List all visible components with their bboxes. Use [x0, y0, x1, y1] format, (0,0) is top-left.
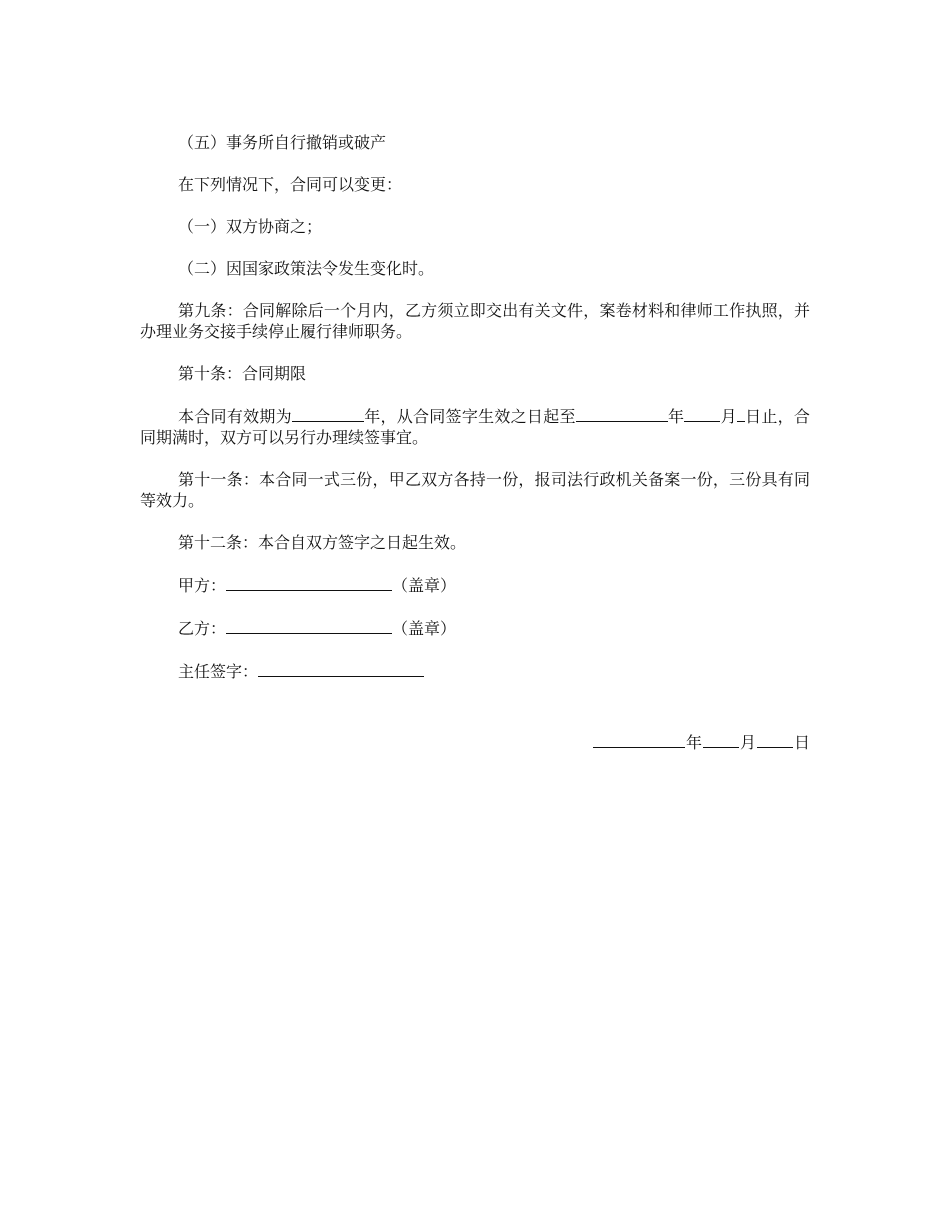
- article-11: 第十一条：本合同一式三份，甲乙双方各持一份，报司法行政机关备案一份，三份具有同等效力。: [140, 470, 810, 510]
- term-text-2: 年，从合同签字生效之日起至: [363, 407, 576, 426]
- party-b-signature-blank[interactable]: [226, 617, 392, 634]
- date-year-label: 年: [685, 733, 702, 752]
- clause-item-5-dissolution: （五）事务所自行撤销或破产: [178, 133, 387, 152]
- director-signature-line: [140, 660, 810, 682]
- date-day-label: 日: [793, 733, 810, 752]
- term-end-day-blank[interactable]: [737, 405, 745, 422]
- party-b-label: 乙方：: [178, 619, 227, 638]
- article-9: 第九条：合同解除后一个月内，乙方须立即交出有关文件，案卷材料和律师工作执照，并办理业务交接手续停止履行律师职务。: [140, 301, 810, 341]
- party-b-signature-line: [140, 617, 810, 639]
- party-a-signature-line: [140, 574, 810, 596]
- term-text-3: 年: [667, 407, 685, 426]
- term-text-4: 月: [720, 407, 737, 426]
- article-10-title: 第十条：合同期限: [178, 364, 307, 383]
- date-year-blank[interactable]: [593, 731, 685, 748]
- party-a-label: 甲方：: [178, 576, 227, 595]
- director-label: 主任签字：: [178, 662, 259, 681]
- director-signature-blank[interactable]: [258, 660, 424, 677]
- date-month-blank[interactable]: [703, 731, 739, 748]
- contract-body: [140, 132, 810, 703]
- signing-date-line: [592, 731, 810, 753]
- term-years-blank[interactable]: [292, 405, 364, 422]
- change-conditions-intro: 在下列情况下，合同可以变更：: [178, 175, 403, 194]
- article-12: 第十二条：本合自双方签字之日起生效。: [178, 533, 467, 552]
- change-condition-2: （二）因国家政策法令发生变化时。: [178, 259, 435, 278]
- term-end-month-blank[interactable]: [684, 405, 720, 422]
- party-b-seal-label: （盖章）: [392, 619, 457, 638]
- party-a-seal-label: （盖章）: [392, 576, 457, 595]
- date-month-label: 月: [739, 733, 756, 752]
- date-day-blank[interactable]: [757, 731, 793, 748]
- term-text-5: 日止，合同期满时，双方可以另行办理续签事宜。: [140, 407, 810, 447]
- change-condition-1: （一）双方协商之；: [178, 217, 323, 236]
- party-a-signature-blank[interactable]: [226, 574, 392, 591]
- term-end-year-blank[interactable]: [576, 405, 668, 422]
- term-text-1: 本合同有效期为: [178, 407, 292, 426]
- contract-term-paragraph: [140, 405, 810, 448]
